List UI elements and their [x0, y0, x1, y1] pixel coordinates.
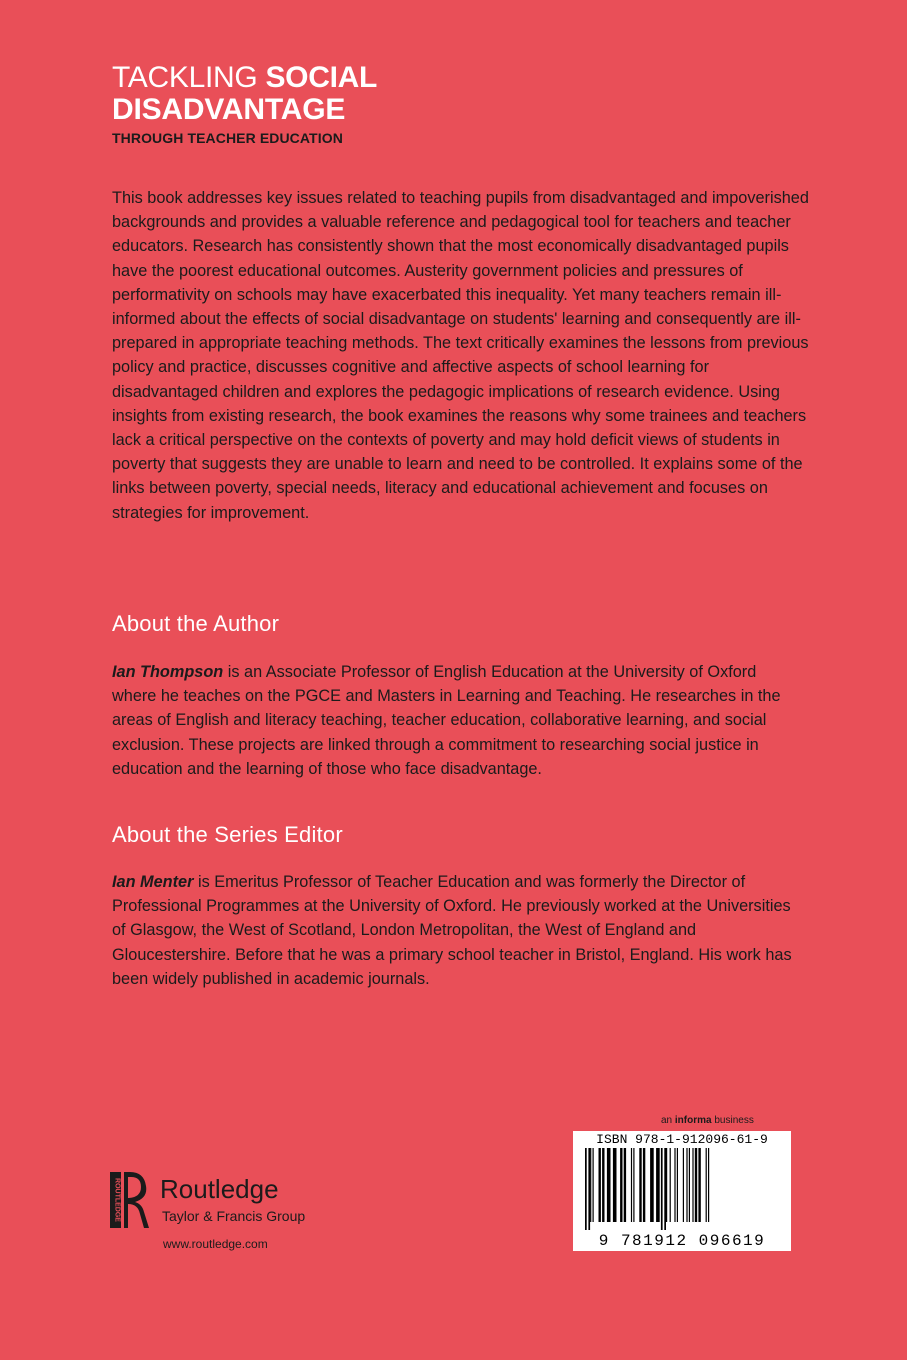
barcode-bar: [599, 1148, 601, 1222]
title-subtitle: THROUGH TEACHER EDUCATION: [112, 130, 343, 146]
routledge-logo-icon: [108, 1170, 152, 1232]
title-word-social: SOCIAL: [265, 61, 377, 94]
informa-brand: informa: [674, 1115, 712, 1126]
barcode-bar: [689, 1148, 690, 1222]
barcode-bar: [613, 1148, 617, 1222]
about-editor-heading: About the Series Editor: [112, 822, 343, 847]
about-author-heading: About the Author: [112, 611, 280, 636]
barcode-bar: [650, 1148, 654, 1222]
barcode-bar: [590, 1148, 591, 1222]
barcode-bar: [624, 1148, 626, 1222]
barcode-bar: [698, 1148, 700, 1222]
book-title: [112, 62, 377, 146]
barcode-bars: [579, 1148, 785, 1230]
editor-bio: [112, 870, 802, 991]
barcode-bar: [677, 1148, 678, 1222]
title-line-2: DISADVANTAGE: [112, 93, 346, 126]
barcode-bar: [686, 1148, 687, 1222]
isbn-label: ISBN 978-1-912096-61-9: [596, 1132, 768, 1147]
barcode-bar: [639, 1148, 641, 1222]
barcode-bar: [670, 1148, 671, 1222]
logo-vertical-text: ROUTLEDGE: [113, 1178, 121, 1222]
isbn-digits: 9 781912 096619: [598, 1232, 766, 1250]
isbn-barcode: [573, 1131, 791, 1251]
informa-suffix: business: [711, 1115, 754, 1126]
barcode-bar: [666, 1148, 667, 1222]
title-word-tackling: TACKLING: [112, 61, 258, 94]
barcode-bar: [656, 1148, 660, 1222]
barcode-bar: [593, 1148, 594, 1222]
publisher-group: Taylor & Francis Group: [162, 1208, 306, 1224]
book-description: This book addresses key issues related to teaching pupils from disadvantaged and impoverished backgrounds and provides a valuable reference and pedagogical tool for teachers and teacher educators. Research has consistently shown that the most economically disadvantaged pupils have the poorest educational outcomes. Austerity government policies and pressures of performativity on schools may have exacerbated this inequality. Yet many teachers remain ill-informed about the effects of social disadvantage on students' learning and consequently are ill-prepared in appropriate teaching methods. The text critically examines the lessons from previous policy and practice, discusses cognitive and affective aspects of school learning for disadvantaged children and explores the pedagogic implications of research evidence. Using insights from existing research, the book examines the reasons why some trainees and teachers lack a critical perspective on the contexts of poverty and may hold deficit views of students in poverty that suggests they are unable to learn and need to be controlled. It explains some of the links between poverty, special needs, literacy and educational achievement and focuses on strategies for improvement.: [112, 189, 809, 522]
publisher-name: Routledge: [160, 1174, 279, 1204]
barcode-bar: [692, 1148, 693, 1222]
title-line-1: [112, 62, 377, 94]
informa-tagline: [661, 1115, 754, 1126]
author-bio: [112, 660, 802, 781]
barcode-bar: [643, 1148, 645, 1222]
barcode-bar: [602, 1148, 604, 1222]
barcode-bar: [706, 1148, 707, 1222]
barcode-guard-bar: [585, 1148, 587, 1230]
author-name: Ian Thompson: [112, 663, 224, 681]
barcode-bar: [708, 1148, 709, 1222]
author-bio-text: is an Associate Professor of English Education at the University of Oxford where he teaches on the PGCE and Masters in Learning and Teaching. He researches in the areas of English and literacy teaching, teacher education, collaborative learning, and social exclusion. These projects are linked through a commitment to researching social justice in education and the learning of those who face disadvantage.: [112, 663, 781, 778]
editor-name: Ian Menter: [112, 873, 194, 891]
barcode-bar: [607, 1148, 611, 1222]
barcode-bar: [620, 1148, 622, 1222]
barcode-guard-bar: [588, 1148, 590, 1230]
barcode-bar: [674, 1148, 675, 1222]
barcode-guard-bar: [661, 1148, 663, 1230]
informa-prefix: an: [661, 1115, 675, 1126]
barcode-guard-bar: [664, 1148, 666, 1230]
publisher-url[interactable]: www.routledge.com: [163, 1237, 268, 1251]
editor-bio-text: is Emeritus Professor of Teacher Education and was formerly the Director of Professional Programmes at the University of Oxford. He previously worked at the Universities of Glasgow, the West of Scotland, London Metropolitan, the West of England and Gloucestershire. Before that he was a primary school teacher in Bristol, England. His work has been widely published in academic journals.: [112, 873, 792, 988]
barcode-bar: [633, 1148, 634, 1222]
barcode-bar: [695, 1148, 697, 1222]
barcode-bar: [683, 1148, 684, 1222]
barcode-bar: [631, 1148, 632, 1222]
